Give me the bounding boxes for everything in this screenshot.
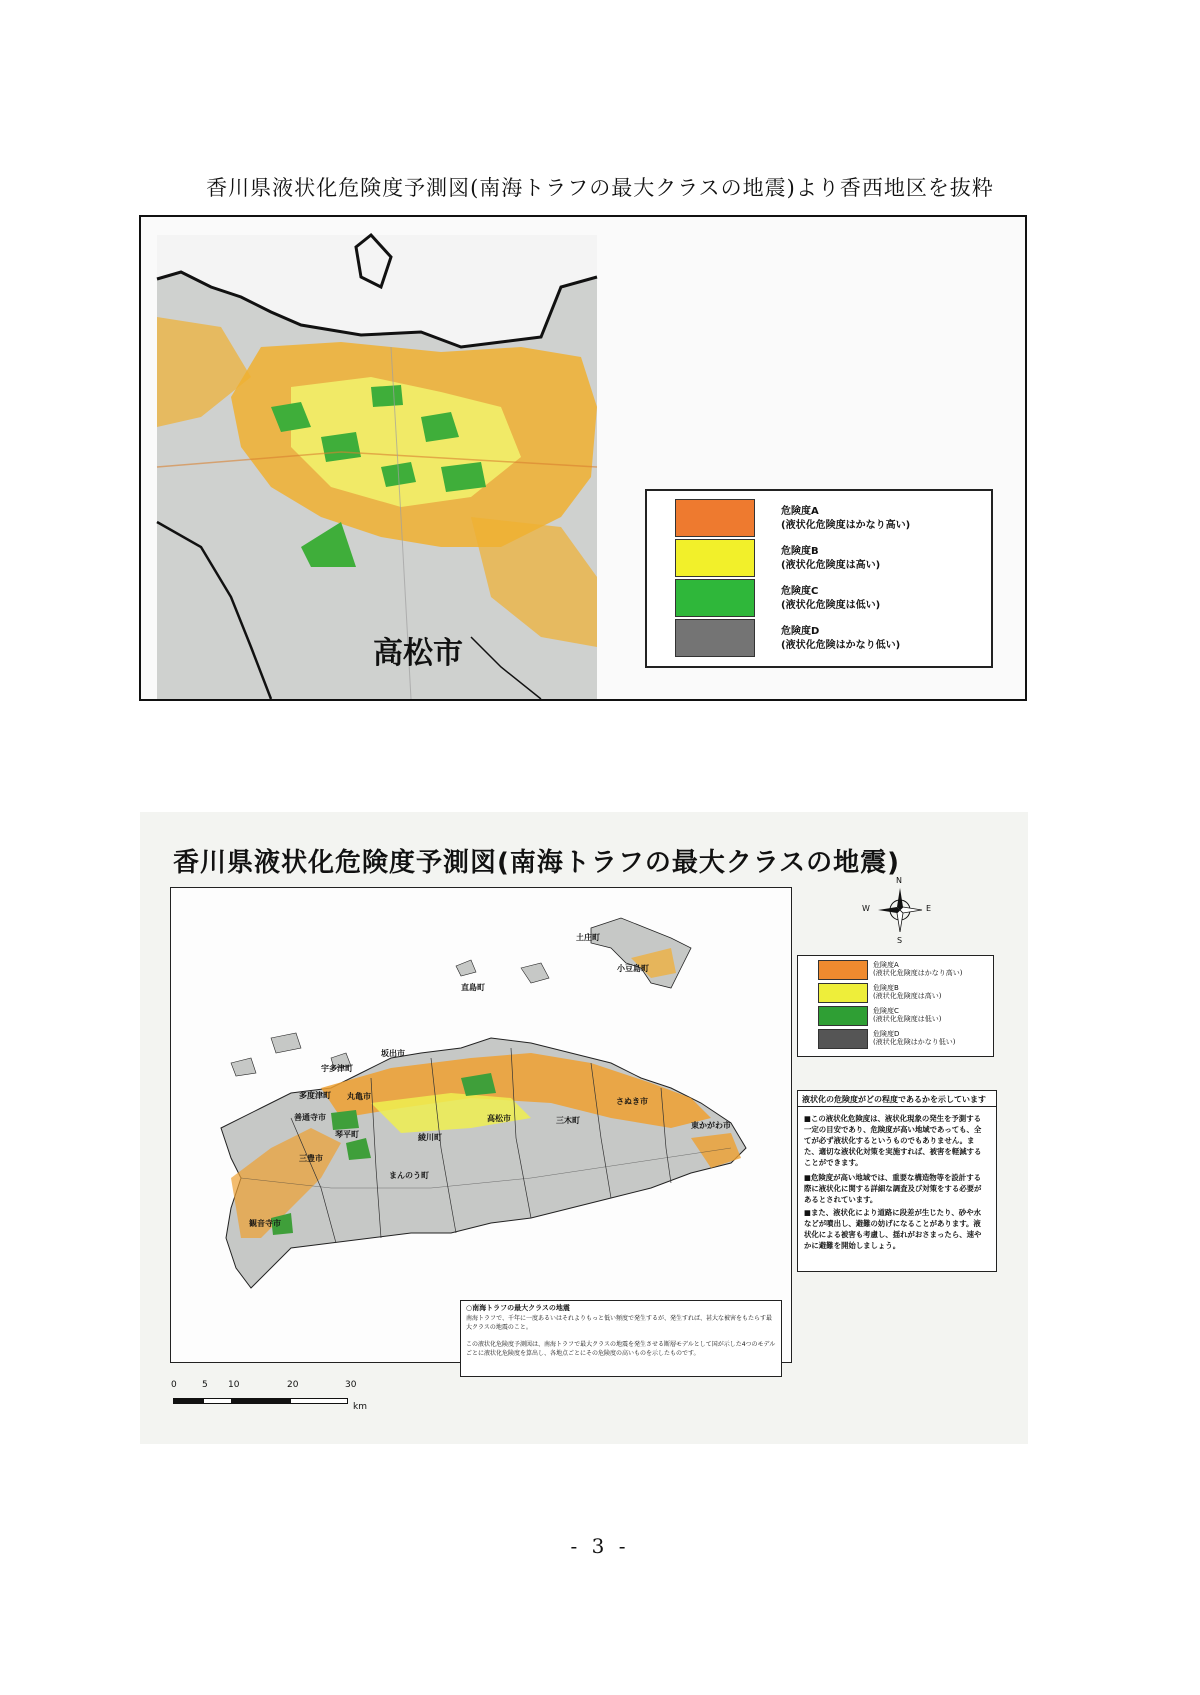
note-1: ■この液状化危険度は、液状化現象の発生を予測する一定の目安であり、危険度が高い地域であっても、全てが必ず液状化するというものでもありません。また、適切な液状化対策を実施すれば、被害を軽減することができます。 xyxy=(804,1114,982,1167)
compass-n: N xyxy=(896,876,902,885)
page-number: - 3 - xyxy=(570,1534,630,1558)
eq-text-2: この液状化危険度予測図は、南海トラフで最大クラスの地震を発生させる断層モデルとして国が示した4つのモデルごとに液状化危険度を算出し、各地点ごとにその危険度の高いものを示したものです。 xyxy=(466,1341,776,1357)
legend-swatch xyxy=(675,499,755,537)
compass-icon xyxy=(870,880,930,940)
eq-text-1: 南海トラフで、千年に一度あるいはそれよりもっと低い頻度で発生するが、発生すれば、甚大な被害をもたらす最大クラスの地震のこと。 xyxy=(466,1315,773,1331)
note-2: ■危険度が高い地域では、重要な構造物等を設計する際に液状化に関する詳細な調査及び対策をする必要があるとされています。 xyxy=(804,1173,982,1204)
earthquake-note xyxy=(460,1300,782,1377)
figure2-map-frame xyxy=(170,887,792,1363)
label-naoshima: 直島町 xyxy=(461,983,485,992)
label-kanonji: 観音寺市 xyxy=(249,1219,281,1228)
label-mitoyo: 三豊市 xyxy=(299,1154,323,1163)
label-zentsuji: 善通寺市 xyxy=(294,1113,326,1122)
notes-heading: 液状化の危険度がどの程度であるかを示しています xyxy=(798,1091,996,1107)
label-manno: まんのう町 xyxy=(389,1171,429,1180)
label-utazu: 宇多津町 xyxy=(321,1064,353,1073)
compass-s: S xyxy=(897,936,903,945)
legend-swatch xyxy=(818,983,868,1003)
legend-swatch xyxy=(818,960,868,980)
compass-w: W xyxy=(862,904,870,913)
figure2-notes xyxy=(797,1090,997,1272)
label-sanuki: さぬき市 xyxy=(616,1097,648,1106)
label-tonosho: 土庄町 xyxy=(576,933,600,942)
label-kotohira: 琴平町 xyxy=(335,1130,359,1139)
eq-heading: ○南海トラフの最大クラスの地震 xyxy=(466,1304,570,1312)
legend-swatch xyxy=(675,619,755,657)
compass-rose xyxy=(862,876,932,945)
legend-swatch xyxy=(675,539,755,577)
figure1-city-label: 高松市 xyxy=(373,636,463,671)
legend-swatch xyxy=(818,1006,868,1026)
label-sakaide: 坂出市 xyxy=(381,1049,405,1058)
compass-e: E xyxy=(926,904,932,913)
figure2-legend: 危険度A (液状化危険度はかなり高い) 危険度B (液状化危険度は高い) 危険度C (液状化危険度は低い) 危険度D (液状化危険はかなり低い) xyxy=(797,955,994,1057)
label-higashikagawa: 東かがわ市 xyxy=(691,1121,731,1130)
label-ayagawa: 綾川町 xyxy=(418,1133,442,1142)
figure2-title: 香川県液状化危険度予測図(南海トラフの最大クラスの地震) xyxy=(173,848,900,878)
note-3: ■また、液状化により道路に段差が生じたり、砂や水などが噴出し、避難の妨げになることがあります。液状化による被害も考慮し、揺れがおさまったら、速やかに避難を開始しましょう。 xyxy=(804,1208,982,1250)
label-takamatsu: 高松市 xyxy=(487,1114,511,1123)
label-marugame: 丸亀市 xyxy=(347,1092,371,1101)
legend-swatch xyxy=(818,1029,868,1049)
figure1-caption: 香川県液状化危険度予測図(南海トラフの最大クラスの地震)より香西地区を抜粋 xyxy=(206,176,994,200)
figure1-legend: 危険度A (液状化危険度はかなり高い) 危険度B (液状化危険度は高い) 危険度C (液状化危険度は低い) 危険度D (液状化危険はかなり低い) xyxy=(645,489,993,668)
legend-swatch xyxy=(675,579,755,617)
label-shodoshima: 小豆島町 xyxy=(617,964,649,973)
label-tadotsu: 多度津町 xyxy=(299,1091,331,1100)
label-miki: 三木町 xyxy=(556,1116,580,1125)
